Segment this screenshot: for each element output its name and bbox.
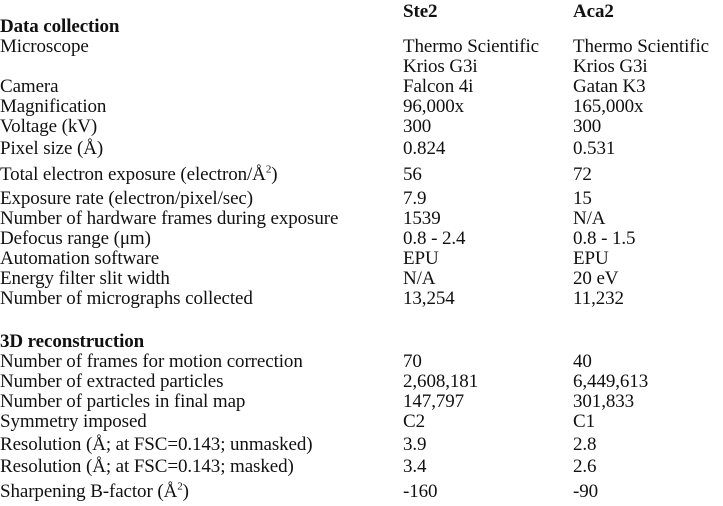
row-label-text: Number of micrographs collected: [0, 288, 253, 309]
row-label-text: Total electron exposure (electron/Å: [0, 164, 266, 185]
cell-ste2: 2,608,181: [403, 371, 479, 392]
table-row: [0, 208, 723, 230]
section-title: 3D reconstruction: [0, 331, 145, 352]
row-label: [0, 371, 223, 393]
cell-aca2: 20 eV: [573, 268, 619, 289]
cell-ste2: 0.824: [403, 138, 446, 159]
cell-ste2: C2: [403, 411, 425, 432]
cell-aca2: 0.8 - 1.5: [573, 228, 636, 249]
row-label-end: ): [271, 164, 278, 185]
cell-aca2: 0.531: [573, 138, 616, 159]
cell-aca2: 165,000x: [573, 96, 644, 117]
row-label: [0, 208, 338, 230]
row-label-text: Camera: [0, 76, 59, 97]
cell-aca2: 11,232: [573, 288, 624, 309]
table-row: [0, 371, 723, 393]
row-label: [0, 411, 147, 433]
table-row: [0, 36, 723, 58]
cell-aca2: 2.6: [573, 456, 597, 477]
cell-aca2: N/A: [573, 208, 606, 229]
cell-ste2: EPU: [403, 248, 439, 269]
row-label: [0, 434, 313, 456]
table-row: [0, 248, 723, 270]
cell-ste2: 1539: [403, 208, 441, 229]
table-row: [0, 288, 723, 310]
cell-aca2: 300: [573, 116, 602, 137]
cell-aca2: 15: [573, 188, 592, 209]
row-label: [0, 248, 159, 270]
cell-ste2: 0.8 - 2.4: [403, 228, 466, 249]
cell-aca2: EPU: [573, 248, 609, 269]
row-label-text: Resolution (Å; at FSC=0.143; unmasked): [0, 434, 313, 455]
row-label-text: Microscope: [0, 36, 89, 57]
section-heading-row: [0, 331, 723, 353]
cell-ste2: 147,797: [403, 391, 465, 412]
cell-ste2: N/A: [403, 268, 436, 289]
table-row: [0, 228, 723, 250]
cell-ste2: 13,254: [403, 288, 455, 309]
cell-ste2: Falcon 4i: [403, 76, 474, 97]
row-label-text: Number of particles in final map: [0, 391, 246, 412]
cell-ste2: 3.9: [403, 434, 427, 455]
row-label: [0, 188, 253, 210]
row-label-end: ): [182, 481, 189, 502]
row-label: [0, 76, 58, 98]
table-row: [0, 56, 723, 78]
cell-ste2: 70: [403, 351, 422, 372]
row-label-text: Number of hardware frames during exposure: [0, 208, 339, 229]
cell-aca2: 6,449,613: [573, 371, 649, 392]
row-label: [0, 138, 103, 160]
cell-ste2: Krios G3i: [403, 56, 478, 77]
section-title: Data collection: [0, 16, 120, 37]
row-label-text: Exposure rate (electron/pixel/sec): [0, 188, 253, 209]
row-label: [0, 288, 253, 310]
row-label-text: Resolution (Å; at FSC=0.143; masked): [0, 456, 294, 477]
row-label-text: Automation software: [0, 248, 160, 269]
cell-aca2: 2.8: [573, 434, 597, 455]
table-row: [0, 391, 723, 413]
row-label: [0, 268, 170, 290]
table-row: [0, 481, 723, 503]
row-label-text: Sharpening B-factor (Å: [0, 481, 178, 502]
section-heading-row: [0, 16, 723, 38]
row-label-text: Symmetry imposed: [0, 411, 147, 432]
table-row: [0, 76, 723, 98]
superscript: 2: [177, 480, 183, 493]
row-label-text: Number of extracted particles: [0, 371, 224, 392]
table-row: [0, 96, 723, 118]
cell-ste2: -160: [403, 481, 438, 502]
row-label-text: Pixel size (Å): [0, 138, 104, 159]
row-label: [0, 228, 151, 250]
cell-aca2: -90: [573, 481, 599, 502]
table-row: [0, 411, 723, 433]
table-row: [0, 138, 723, 160]
table-row: [0, 188, 723, 210]
row-label: [0, 351, 303, 373]
table-row: [0, 268, 723, 290]
cell-ste2: 56: [403, 164, 422, 185]
cell-ste2: 7.9: [403, 188, 427, 209]
cell-ste2: Thermo Scientific: [403, 36, 540, 57]
cell-ste2: 96,000x: [403, 96, 465, 117]
table-row: [0, 351, 723, 373]
cell-aca2: 40: [573, 351, 592, 372]
column-header-aca2: Aca2: [573, 1, 614, 22]
cell-aca2: C1: [573, 411, 595, 432]
column-header-ste2: Ste2: [403, 1, 438, 22]
row-label: [0, 36, 89, 58]
row-label: [0, 456, 294, 478]
cell-aca2: 72: [573, 164, 592, 185]
row-label-text: Number of frames for motion correction: [0, 351, 303, 372]
cell-ste2: 300: [403, 116, 432, 137]
table-row: [0, 434, 723, 456]
row-label-text: Energy filter slit width: [0, 268, 170, 289]
cell-aca2: Krios G3i: [573, 56, 648, 77]
row-label: [0, 116, 97, 138]
row-label-text: Magnification: [0, 96, 107, 117]
row-label: [0, 96, 106, 118]
table-row: [0, 456, 723, 478]
cell-aca2: Gatan K3: [573, 76, 646, 97]
superscript: 2: [265, 163, 272, 176]
cell-ste2: 3.4: [403, 456, 427, 477]
cell-aca2: Thermo Scientific: [573, 36, 710, 57]
cell-aca2: 301,833: [573, 391, 635, 412]
row-label: [0, 391, 245, 413]
row-label-text: Defocus range (μm): [0, 228, 151, 249]
row-label: [0, 164, 277, 186]
table-row: [0, 116, 723, 138]
row-label: [0, 481, 189, 503]
row-label-text: Voltage (kV): [0, 116, 98, 137]
table-row: [0, 164, 723, 186]
